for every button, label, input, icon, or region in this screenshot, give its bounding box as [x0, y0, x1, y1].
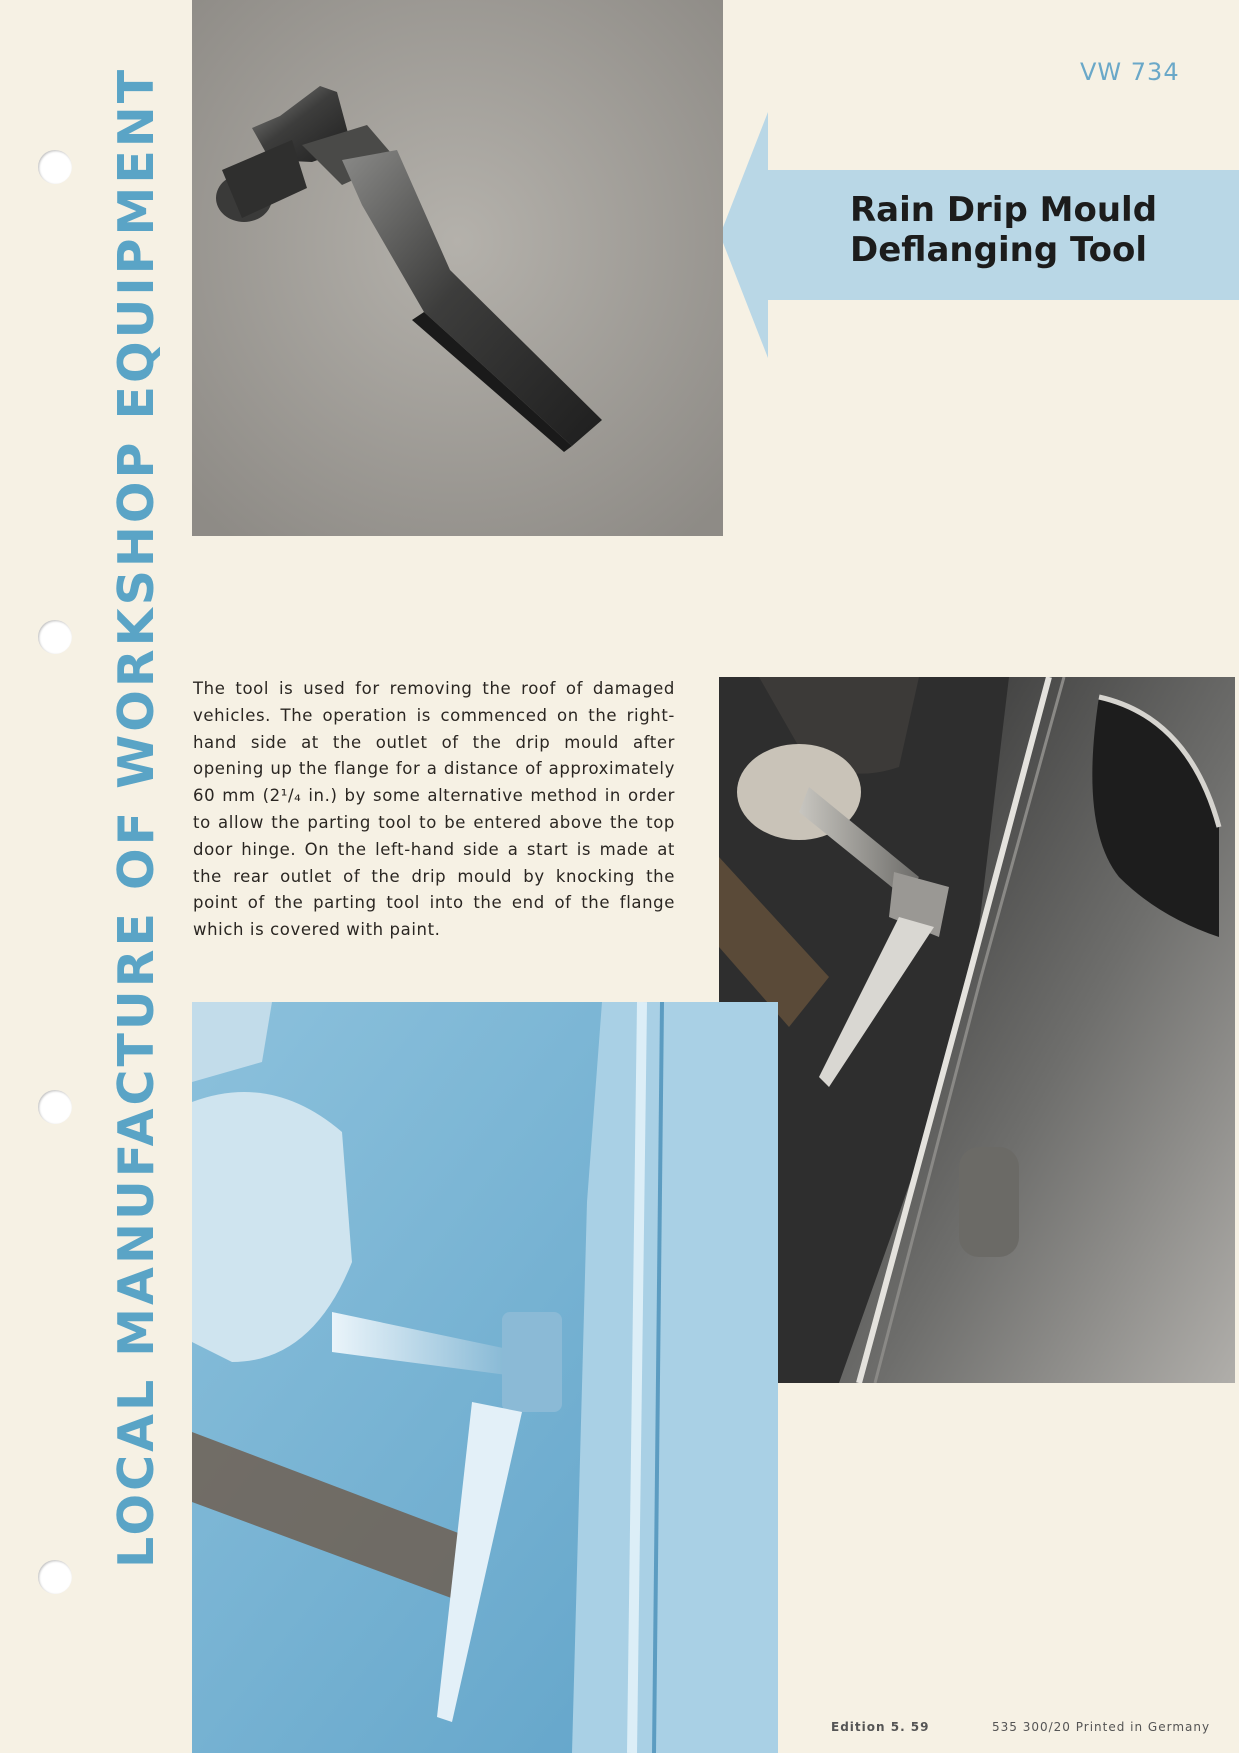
description-text: The tool is used for removing the roof of damaged vehicles. The operation is commenced on the right-hand side at the outlet of the drip mould after opening up the flange for a distance of approximately 60 mm (2¹/₄ in.) by some alternative method in order to allow the parting tool to be entered above the top door hinge. On the left-hand side a start is made at the rear outlet of the drip mould by knocking the point of the parting tool into the end of the flange which is covered with paint.: [193, 679, 675, 940]
series-title: LOCAL MANUFACTURE OF WORKSHOP EQUIPMENT: [108, 66, 165, 1568]
workshop-photo-right: [719, 677, 1235, 1383]
tool-photo: [192, 0, 723, 536]
page-title: Rain Drip Mould Deflanging Tool: [850, 190, 1158, 270]
punch-hole: [38, 150, 72, 184]
footer-printed: 535 300/20 Printed in Germany: [992, 1720, 1211, 1734]
workshop-photo-blue: [192, 1002, 778, 1753]
punch-hole: [38, 620, 72, 654]
document-number: VW 734: [1080, 58, 1180, 86]
punch-hole: [38, 1560, 72, 1594]
footer-edition: Edition 5. 59: [831, 1720, 930, 1734]
punch-hole: [38, 1090, 72, 1124]
